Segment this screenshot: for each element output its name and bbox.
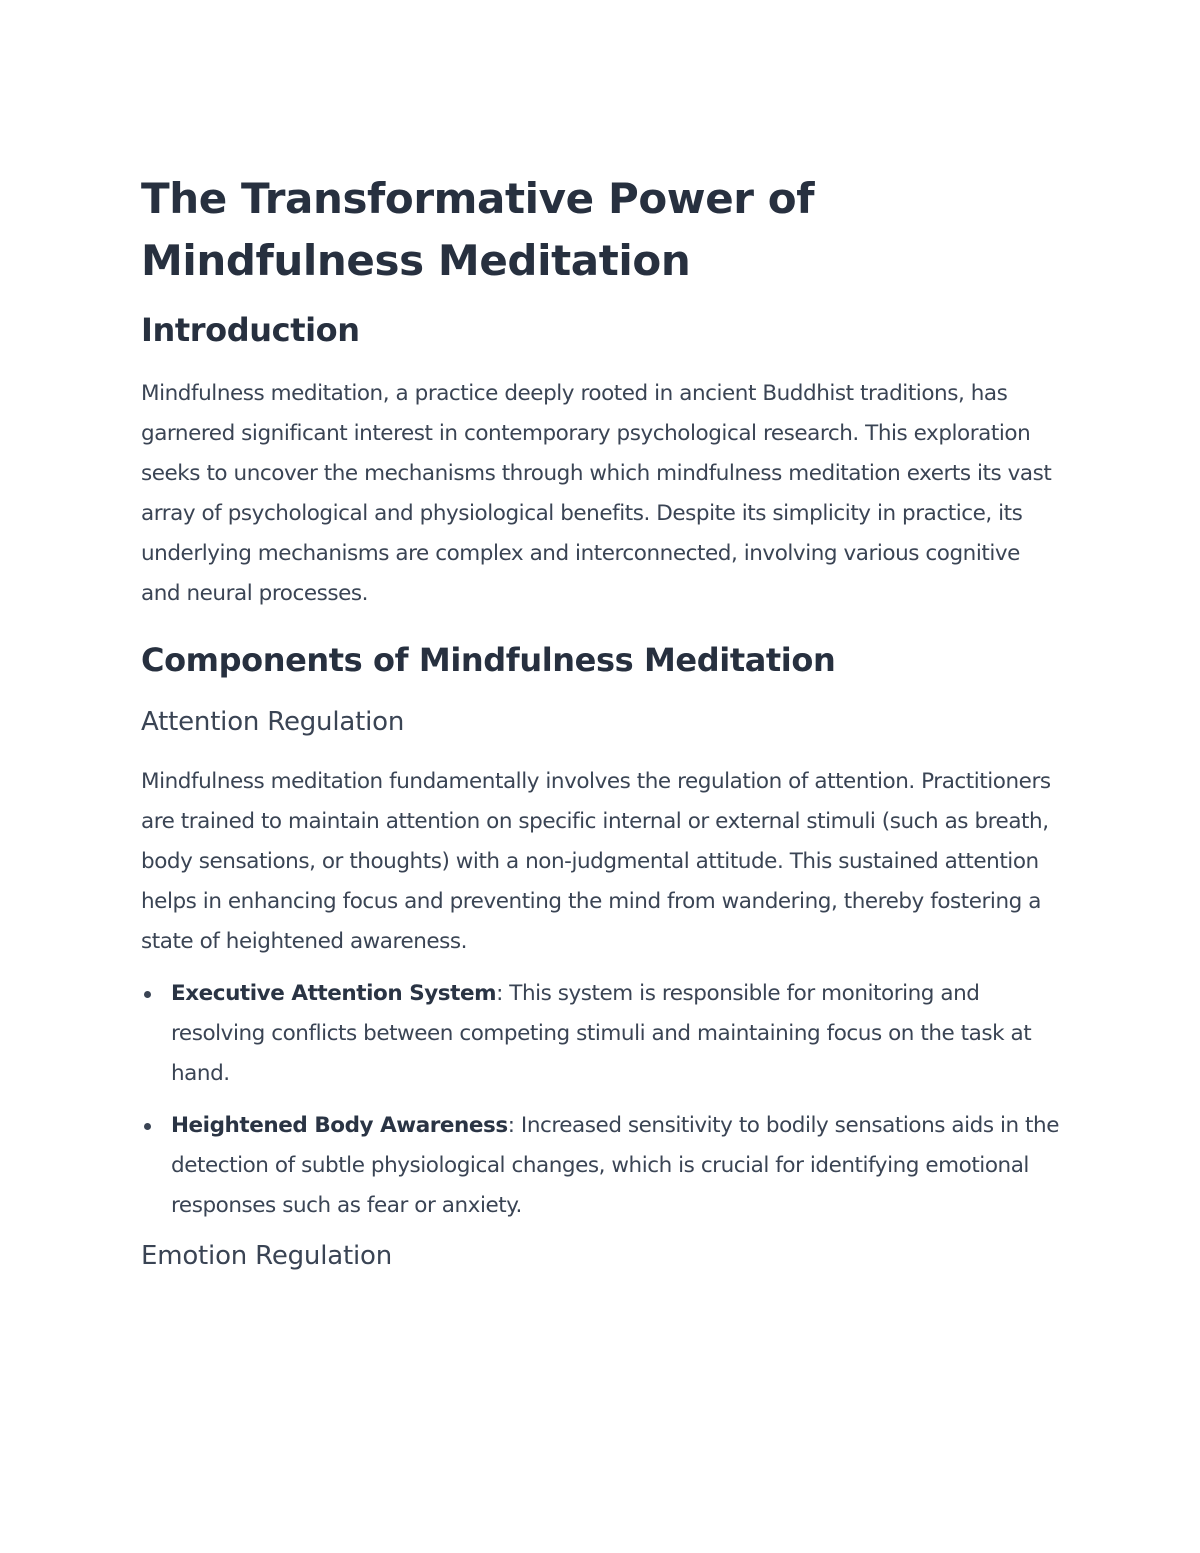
bullet-term: Heightened Body Awareness bbox=[171, 1113, 508, 1138]
bullet-text: : Increased sensitivity to bodily sensations aids in the detection of subtle physiological changes, which is crucial for identifying emotional responses such as fear or anxiety. bbox=[171, 1113, 1059, 1218]
introduction-paragraph: Mindfulness meditation, a practice deeply rooted in ancient Buddhist traditions, has garnered significant interest in contemporary psychological research. This exploration seeks to uncover the mechanisms through which mindfulness meditation exerts its vast array of psychological and physiological benefits. Despite its simplicity in practice, its underlying mechanisms are complex and interconnected, involving various cognitive and neural processes. bbox=[141, 381, 1052, 606]
introduction-heading: Introduction bbox=[141, 311, 360, 349]
components-heading: Components of Mindfulness Meditation bbox=[141, 641, 836, 679]
attention-regulation-heading: Attention Regulation bbox=[141, 707, 405, 737]
document-page bbox=[141, 168, 1061, 1274]
bullet-text: : This system is responsible for monitoring and resolving conflicts between competing stimuli and maintaining focus on the task at hand. bbox=[171, 981, 1032, 1086]
emotion-regulation-heading: Emotion Regulation bbox=[141, 1241, 392, 1271]
bullet-term: Executive Attention System bbox=[171, 981, 497, 1006]
attention-bullet-list bbox=[141, 974, 1061, 1226]
document-title: The Transformative Power of Mindfulness Meditation bbox=[141, 174, 815, 285]
bullet-icon bbox=[144, 1123, 151, 1130]
bullet-icon bbox=[144, 991, 151, 998]
attention-regulation-paragraph: Mindfulness meditation fundamentally involves the regulation of attention. Practitioners are trained to maintain attention on specific internal or external stimuli (such as breath, body sensations, or thoughts) with a non-judgmental attitude. This sustained attention helps in enhancing focus and preventing the mind from wandering, thereby fostering a state of heightened awareness. bbox=[141, 769, 1051, 954]
list-item bbox=[141, 1106, 1061, 1226]
list-item bbox=[141, 974, 1061, 1094]
